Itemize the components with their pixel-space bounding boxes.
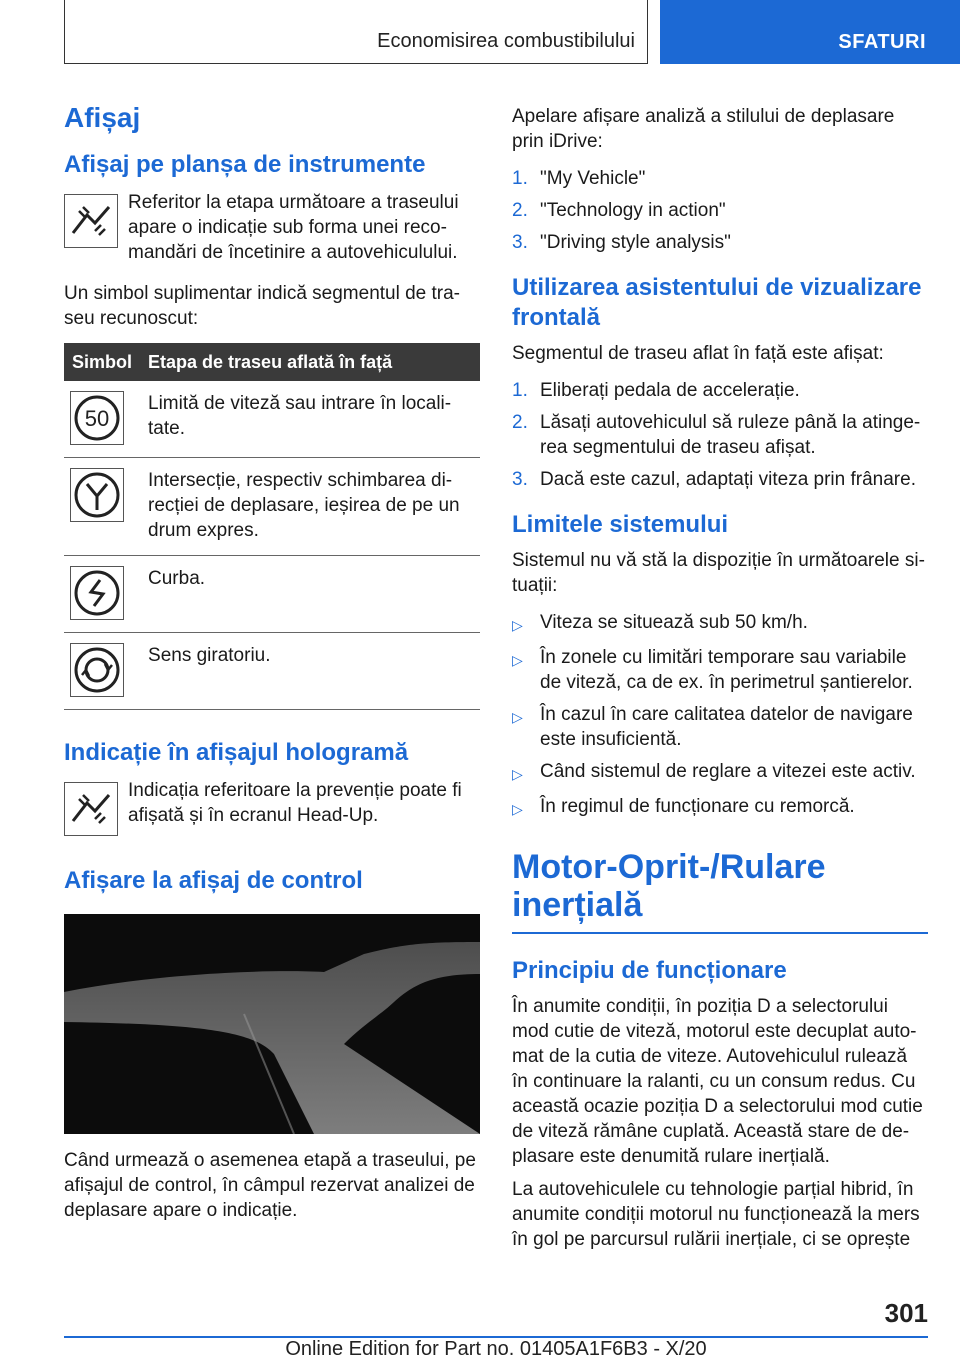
list-item: 2. Lăsați autovehiculul să ruleze până la atinge-rea segmentului de traseu afișat. [512, 412, 921, 458]
utilizare-intro: Segmentul de traseu aflat în față este afișat: [512, 343, 884, 364]
table-cell: Sens giratoriu. [140, 633, 480, 710]
list-item: 2. "Technology in action" [512, 200, 726, 221]
holograma-text: Indicația referitoare la prevenție poate fi afișată și în ecranul Head-Up. [128, 780, 462, 826]
slow-down-icon [64, 194, 118, 248]
list-item: 1. "My Vehicle" [512, 168, 646, 189]
list-item: ▷ Viteza se situează sub 50 km/h. [512, 610, 928, 638]
list-item: ▷ Când sistemul de reglare a vitezei este activ. [512, 759, 928, 787]
plansa-text: Referitor la etapa următoare a traseului apare o indicație sub forma unei reco-mandări de încetinire a autovehiculului. [128, 192, 459, 263]
table-row [64, 556, 480, 633]
heading-motor: Motor-Oprit-/Rulare inerțială [512, 848, 826, 924]
speed-limit-50-icon [70, 391, 124, 445]
motor-heading-block [512, 848, 928, 934]
section-tab-label: SFATURI [838, 31, 926, 53]
simbol-intro: Un simbol suplimentar indică segmentul de tra-seu recunoscut: [64, 283, 461, 329]
right-column [512, 96, 928, 1252]
heading-plansa: Afișaj pe planșa de instrumente [64, 151, 426, 178]
intersection-icon [70, 468, 124, 522]
svg-text:50: 50 [84, 406, 110, 431]
table-row [64, 458, 480, 556]
header-box [64, 0, 648, 64]
left-column [64, 96, 480, 1223]
page-number: 301 [884, 1298, 928, 1328]
control-text: Când urmează o asemenea etapă a traseului, pe afișajul de control, în câmpul rezervat analizei de deplasare apare o indicație. [64, 1150, 476, 1221]
principiu-paragraph-1: În anumite condiții, în poziția D a selectorului mod cutie de viteză, motorul este decuplat auto-mat de la cutia de viteze. Autovehiculul rulează în continuare la ralanti, cu un consum redus. Cu această ocazie poziția D a selectorului mod cutie de viteză rămâne cuplată. Această stare de de-plasare este denumită rulare inerțială. [512, 996, 923, 1167]
table-header-simbol: Simbol [64, 343, 140, 381]
list-item: ▷ În cazul în care calitatea datelor de navigare este insuficientă. [512, 704, 913, 750]
slow-down-icon [64, 782, 118, 836]
list-item: 1. Eliberați pedala de accelerație. [512, 380, 800, 401]
table-cell: Intersecție, respectiv schimbarea di-recției de deplasare, ieșirea de pe un drum expres. [140, 458, 480, 556]
heading-afisaj: Afișaj [64, 102, 141, 133]
triangle-bullet-icon: ▷ [512, 617, 523, 633]
heading-principiu: Principiu de funcționare [512, 957, 787, 984]
idrive-steps [512, 166, 928, 255]
list-item: 3. Dacă este cazul, adaptați viteza prin frânare. [512, 469, 916, 490]
table-row [64, 633, 480, 710]
heading-control: Afișare la afișaj de control [64, 867, 363, 894]
heading-utilizare: Utilizarea asistentului de vizualizare frontală [512, 274, 922, 331]
list-item: ▷ În zonele cu limitări temporare sau variabile de viteză, ca de ex. în perimetrul șantierelor. [512, 647, 913, 693]
triangle-bullet-icon: ▷ [512, 801, 523, 817]
limite-items [512, 610, 928, 822]
curve-icon [70, 566, 124, 620]
section-tab [660, 0, 960, 64]
control-display-image [64, 914, 480, 1134]
triangle-bullet-icon: ▷ [512, 709, 523, 725]
edition-note: Online Edition for Part no. 01405A1F6B3 - X/20 [285, 1338, 707, 1360]
idrive-intro: Apelare afișare analiză a stilului de deplasare prin iDrive: [512, 106, 895, 152]
limite-intro: Sistemul nu vă stă la dispoziție în următoarele si-tuații: [512, 550, 925, 596]
table-cell: Curba. [140, 556, 480, 633]
triangle-bullet-icon: ▷ [512, 766, 523, 782]
chapter-title: Economisirea combustibilului [377, 30, 635, 52]
symbol-table [64, 343, 480, 710]
table-header-etapa: Etapa de traseu aflată în față [140, 343, 480, 381]
triangle-bullet-icon: ▷ [512, 652, 523, 668]
section-rule [512, 932, 928, 934]
table-row [64, 381, 480, 458]
table-cell: Limită de viteză sau intrare în locali-tate. [140, 381, 480, 458]
list-item: 3. "Driving style analysis" [512, 232, 731, 253]
utilizare-steps [512, 378, 928, 492]
heading-holograma: Indicație în afișajul hologramă [64, 739, 409, 766]
roundabout-icon [70, 643, 124, 697]
list-item: ▷ În regimul de funcționare cu remorcă. [512, 794, 928, 822]
principiu-paragraph-2: La autovehiculele cu tehnologie parțial hibrid, în anumite condiții motorul nu funcționează la mers în gol pe parcursul rulării inerțiale, ci se oprește [512, 1179, 920, 1250]
heading-limite: Limitele sistemului [512, 511, 729, 538]
plansa-block [64, 190, 480, 265]
holograma-block [64, 778, 480, 836]
